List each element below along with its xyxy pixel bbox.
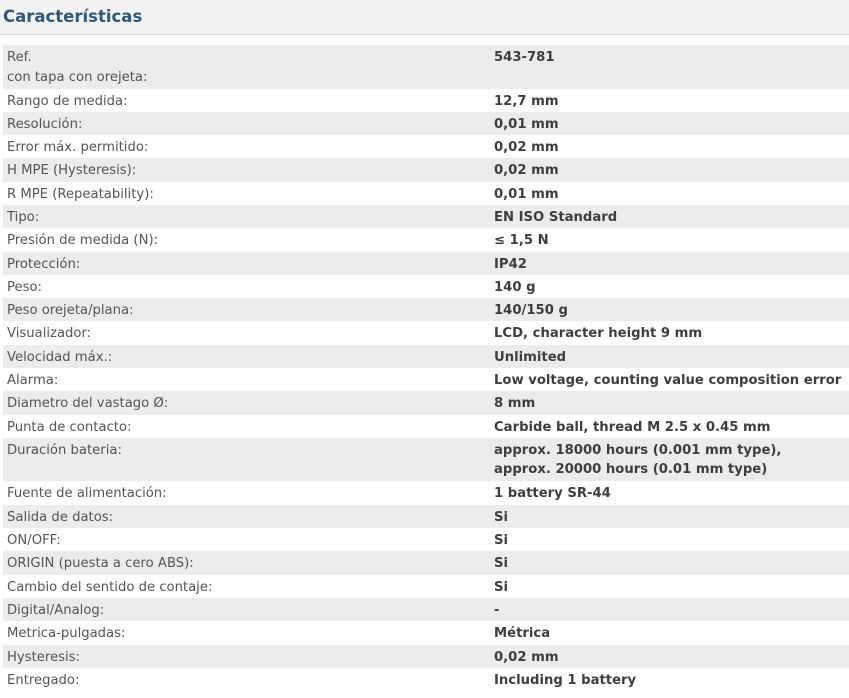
spec-value [494, 324, 849, 344]
spec-value [494, 441, 849, 480]
spec-label [3, 531, 494, 551]
spec-value [494, 92, 849, 112]
spec-label [3, 601, 494, 621]
spec-value [494, 394, 849, 414]
spec-label-line: Digital/Analog: [7, 602, 105, 618]
spec-label-line: Tipo: [7, 209, 40, 225]
spec-label [3, 138, 494, 158]
spec-value-line: 8 mm [494, 396, 536, 412]
spec-value [494, 601, 849, 621]
spec-value-line: approx. 18000 hours (0.001 mm type), [494, 442, 782, 458]
spec-value [494, 648, 849, 668]
spec-value-line: 0,02 mm [494, 649, 559, 665]
specs-table [3, 45, 849, 691]
spec-row [3, 298, 849, 321]
spec-label-line: Metrica-pulgadas: [7, 626, 126, 642]
spec-label-line: ORIGIN (puesta a cero ABS): [7, 556, 194, 572]
spec-label [3, 394, 494, 414]
spec-row [3, 668, 849, 691]
spec-value [494, 161, 849, 181]
spec-value-line: Carbide ball, thread M 2.5 x 0.45 mm [494, 419, 771, 435]
spec-value [494, 484, 849, 504]
spec-value-line: EN ISO Standard [494, 209, 618, 225]
spec-value-line: Métrica [494, 626, 551, 642]
spec-row [3, 205, 849, 228]
spec-value-line: Including 1 battery [494, 672, 637, 688]
spec-label [3, 484, 494, 504]
spec-row [3, 528, 849, 551]
section-title: Características [3, 7, 143, 26]
spec-value-line: Si [494, 509, 509, 525]
spec-value-line: 1 battery SR-44 [494, 486, 611, 502]
spec-value [494, 301, 849, 321]
spec-value [494, 231, 849, 251]
spec-label-line: R MPE (Repeatability): [7, 186, 154, 202]
spec-label [3, 48, 494, 87]
spec-label [3, 92, 494, 112]
spec-label-line: Hysteresis: [7, 649, 80, 665]
spec-row [3, 89, 849, 112]
spec-label-line: Rango de medida: [7, 93, 128, 109]
spec-row [3, 438, 849, 482]
spec-label-line: Alarma: [7, 373, 59, 389]
spec-row [3, 481, 849, 504]
spec-label [3, 554, 494, 574]
spec-row [3, 252, 849, 275]
spec-row [3, 645, 849, 668]
spec-label-line: Duración bateria: [7, 442, 122, 458]
spec-label-line: Ref. [7, 50, 32, 65]
spec-value-line: Unlimited [494, 349, 567, 365]
spec-value [494, 48, 849, 68]
spec-value [494, 671, 849, 691]
spec-row [3, 275, 849, 298]
spec-value-line: 0,01 mm [494, 116, 559, 132]
spec-row [3, 391, 849, 414]
spec-row [3, 158, 849, 181]
spec-row [3, 505, 849, 528]
spec-label [3, 208, 494, 228]
spec-row [3, 182, 849, 205]
spec-value [494, 255, 849, 275]
spec-label-line: Protección: [7, 256, 81, 272]
spec-value-line: LCD, character height 9 mm [494, 326, 703, 342]
spec-label [3, 441, 494, 461]
spec-label-line: Peso: [7, 279, 42, 295]
spec-label-line: Velocidad máx.: [7, 349, 113, 365]
spec-value-line: 543-781 [494, 50, 555, 65]
spec-label-line: Error máx. permitido: [7, 140, 149, 156]
spec-label-line: Resolución: [7, 116, 83, 132]
spec-value [494, 418, 849, 438]
spec-label-line: ON/OFF: [7, 533, 61, 549]
spec-value [494, 348, 849, 368]
spec-value-line: Si [494, 556, 509, 572]
spec-row [3, 135, 849, 158]
spec-label-line: con tapa con orejeta: [7, 69, 148, 85]
spec-row [3, 598, 849, 621]
spec-row [3, 228, 849, 251]
spec-value-line: 0,02 mm [494, 140, 559, 156]
spec-value-line: Si [494, 533, 509, 549]
spec-value-line: 12,7 mm [494, 93, 559, 109]
spec-label [3, 255, 494, 275]
spec-label [3, 648, 494, 668]
spec-label [3, 161, 494, 181]
spec-label [3, 278, 494, 298]
spec-value [494, 208, 849, 228]
spec-value [494, 554, 849, 574]
spec-label [3, 671, 494, 691]
spec-value-line: 0,02 mm [494, 163, 559, 179]
spec-label-line: Peso orejeta/plana: [7, 303, 134, 319]
section-header [0, 0, 849, 35]
spec-value-line: 140/150 g [494, 303, 568, 319]
spec-label-line: Presión de medida (N): [7, 233, 159, 249]
spec-label-line: Fuente de alimentación: [7, 486, 167, 502]
spec-label [3, 185, 494, 205]
spec-value [494, 185, 849, 205]
spec-label-line: Salida de datos: [7, 509, 114, 525]
spec-row [3, 45, 849, 89]
spec-label-line: H MPE (Hysteresis): [7, 163, 137, 179]
spec-label [3, 508, 494, 528]
spec-value [494, 278, 849, 298]
spec-value [494, 138, 849, 158]
spec-value-line: Si [494, 579, 509, 595]
spec-label-line: Punta de contacto: [7, 419, 132, 435]
spec-label [3, 371, 494, 391]
spec-value [494, 578, 849, 598]
spec-row [3, 368, 849, 391]
spec-label [3, 324, 494, 344]
spec-value [494, 115, 849, 135]
spec-label [3, 115, 494, 135]
spec-value-line: - [494, 602, 500, 618]
spec-label [3, 348, 494, 368]
spec-value [494, 371, 849, 391]
spec-value-line: IP42 [494, 256, 527, 272]
spec-value-line: 140 g [494, 279, 536, 295]
spec-label [3, 578, 494, 598]
spec-label [3, 301, 494, 321]
spec-value [494, 531, 849, 551]
spec-row [3, 345, 849, 368]
spec-value-line: ≤ 1,5 N [494, 233, 549, 249]
spec-value-line: Low voltage, counting value composition error [494, 373, 842, 389]
spec-label [3, 231, 494, 251]
spec-value-line: 0,01 mm [494, 186, 559, 202]
spec-value-line: approx. 20000 hours (0.01 mm type) [494, 462, 768, 478]
spec-value [494, 508, 849, 528]
spec-row [3, 551, 849, 574]
spec-row [3, 621, 849, 644]
spec-label [3, 624, 494, 644]
spec-value [494, 624, 849, 644]
spec-row [3, 415, 849, 438]
spec-row [3, 321, 849, 344]
spec-label-line: Diametro del vastago Ø: [7, 396, 169, 412]
spec-label-line: Cambio del sentido de contaje: [7, 579, 213, 595]
spec-label-line: Visualizador: [7, 326, 92, 342]
spec-label [3, 418, 494, 438]
spec-row [3, 112, 849, 135]
spec-row [3, 575, 849, 598]
spec-label-line: Entregado: [7, 672, 80, 688]
